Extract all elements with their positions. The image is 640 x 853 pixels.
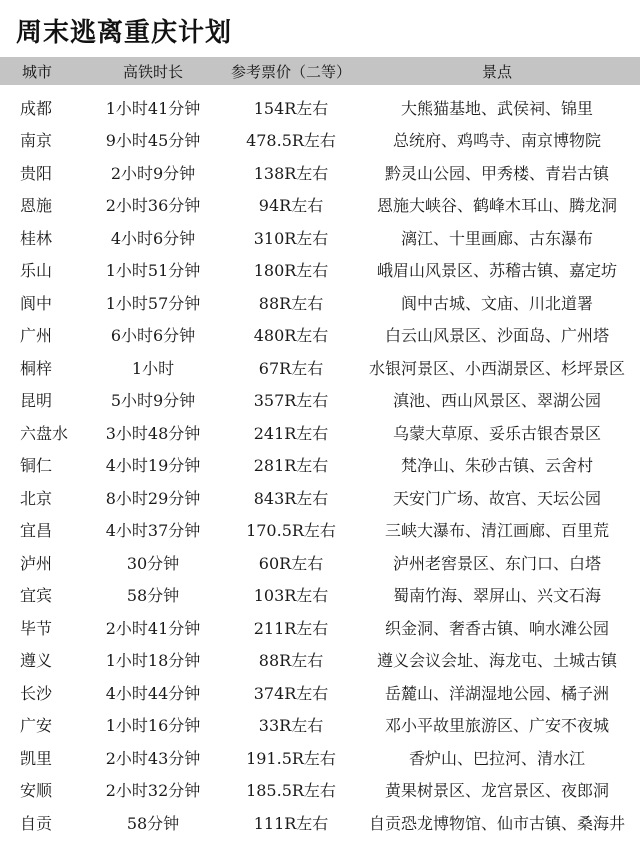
cell-attractions: 黄果树景区、龙宫景区、夜郎洞: [384, 781, 609, 801]
cell-city: 安顺: [20, 781, 53, 801]
table-row: [0, 254, 640, 287]
cell-city: 广安: [20, 716, 53, 736]
cell-city: 长沙: [20, 683, 53, 703]
cell-duration: 4小时37分钟: [105, 521, 201, 541]
cell-attractions: 阆中古城、文庙、川北道署: [400, 293, 593, 313]
cell-attractions: 邓小平故里旅游区、广安不夜城: [384, 716, 609, 736]
cell-attractions: 自贡恐龙博物馆、仙市古镇、桑海井: [368, 813, 625, 833]
table-row: [0, 319, 640, 352]
cell-city: 宜宾: [20, 586, 53, 606]
cell-city: 阆中: [20, 293, 53, 313]
cell-attractions: 岳麓山、洋湖湿地公园、橘子洲: [384, 683, 609, 703]
cell-attractions: 白云山风景区、沙面岛、广州塔: [384, 326, 609, 346]
cell-attractions: 乌蒙大草原、妥乐古银杏景区: [392, 423, 601, 443]
cell-city: 自贡: [20, 813, 53, 833]
cell-city: 桂林: [20, 228, 53, 248]
table-row: [0, 546, 640, 579]
header-attractions: 景点: [481, 62, 512, 81]
cell-attractions: 三峡大瀑布、清江画廊、百里荒: [384, 521, 609, 541]
cell-attractions: 梵净山、朱砂古镇、云舍村: [400, 456, 593, 476]
table-row: [0, 774, 640, 807]
cell-city: 乐山: [20, 261, 53, 281]
table-row: [0, 189, 640, 222]
cell-price: 191.5R左右: [246, 748, 336, 768]
cell-price: 111R左右: [253, 813, 329, 833]
table-row: [0, 124, 640, 157]
cell-duration: 3小时48分钟: [105, 423, 201, 443]
cell-duration: 4小时19分钟: [105, 456, 201, 476]
cell-attractions: 织金洞、奢香古镇、响水滩公园: [384, 618, 609, 638]
cell-attractions: 漓江、十里画廊、古东瀑布: [400, 228, 593, 248]
cell-price: 103R左右: [253, 586, 329, 606]
cell-attractions: 蜀南竹海、翠屏山、兴文石海: [392, 586, 601, 606]
table-row: [0, 579, 640, 612]
cell-city: 六盘水: [20, 423, 69, 443]
cell-city: 贵阳: [20, 163, 53, 183]
cell-city: 昆明: [20, 391, 53, 411]
cell-attractions: 黔灵山公园、甲秀楼、青岩古镇: [384, 163, 609, 183]
cell-duration: 6小时6分钟: [110, 326, 196, 346]
cell-duration: 2小时41分钟: [105, 618, 201, 638]
cell-price: 138R左右: [253, 163, 329, 183]
cell-city: 成都: [20, 98, 53, 118]
cell-attractions: 天安门广场、故宫、天坛公园: [392, 488, 601, 508]
table-header: [0, 57, 640, 85]
cell-price: 67R左右: [258, 358, 324, 378]
table-row: [0, 286, 640, 319]
cell-duration: 30分钟: [126, 553, 180, 573]
cell-attractions: 总统府、鸡鸣寺、南京博物院: [392, 131, 601, 151]
cell-price: 33R左右: [258, 716, 324, 736]
cell-attractions: 遵义会议会址、海龙屯、土城古镇: [376, 651, 617, 671]
cell-price: 843R左右: [253, 488, 329, 508]
table-row: [0, 709, 640, 742]
cell-price: 94R左右: [258, 196, 324, 216]
cell-attractions: 滇池、西山风景区、翠湖公园: [392, 391, 601, 411]
cell-price: 478.5R左右: [246, 131, 336, 151]
cell-city: 桐梓: [20, 358, 53, 378]
cell-price: 170.5R左右: [246, 521, 336, 541]
cell-price: 357R左右: [253, 391, 329, 411]
cell-attractions: 香炉山、巴拉河、清水江: [408, 748, 585, 768]
cell-city: 泸州: [20, 553, 53, 573]
cell-duration: 8小时29分钟: [105, 488, 201, 508]
cell-duration: 2小时9分钟: [110, 163, 196, 183]
cell-duration: 2小时36分钟: [105, 196, 201, 216]
cell-duration: 4小时44分钟: [105, 683, 201, 703]
cell-price: 88R左右: [258, 651, 324, 671]
cell-city: 遵义: [20, 651, 53, 671]
cell-price: 374R左右: [253, 683, 329, 703]
cell-duration: 1小时51分钟: [105, 261, 201, 281]
cell-duration: 1小时18分钟: [105, 651, 201, 671]
cell-attractions: 水银河景区、小西湖景区、杉坪景区: [368, 358, 625, 378]
cell-duration: 58分钟: [126, 813, 180, 833]
table-row: [0, 806, 640, 839]
cell-price: 180R左右: [253, 261, 329, 281]
cell-duration: 1小时: [131, 358, 175, 378]
table-row: [0, 221, 640, 254]
cell-city: 凯里: [20, 748, 53, 768]
cell-price: 281R左右: [253, 456, 329, 476]
cell-attractions: 峨眉山风景区、苏稽古镇、嘉定坊: [376, 261, 617, 281]
cell-city: 毕节: [20, 618, 53, 638]
table-row: [0, 514, 640, 547]
cell-city: 广州: [20, 326, 53, 346]
header-price: 参考票价（二等）: [230, 62, 351, 81]
cell-price: 60R左右: [258, 553, 324, 573]
cell-city: 南京: [20, 131, 53, 151]
cell-attractions: 泸州老窖景区、东门口、白塔: [392, 553, 601, 573]
table-body: [0, 91, 640, 839]
table-row: [0, 644, 640, 677]
cell-city: 宜昌: [20, 521, 53, 541]
header-city: 城市: [22, 62, 53, 81]
cell-duration: 1小时16分钟: [105, 716, 201, 736]
table-row: [0, 449, 640, 482]
header-duration: 高铁时长: [122, 62, 183, 81]
page-title: 周末逃离重庆计划: [16, 18, 233, 48]
cell-price: 211R左右: [253, 618, 329, 638]
table-row: [0, 416, 640, 449]
table-row: [0, 384, 640, 417]
table-row: [0, 91, 640, 124]
cell-price: 480R左右: [253, 326, 329, 346]
cell-duration: 2小时32分钟: [105, 781, 201, 801]
cell-price: 88R左右: [258, 293, 324, 313]
cell-attractions: 恩施大峡谷、鹤峰木耳山、腾龙洞: [376, 196, 617, 216]
cell-price: 154R左右: [253, 98, 329, 118]
table-row: [0, 481, 640, 514]
cell-price: 185.5R左右: [246, 781, 336, 801]
cell-price: 241R左右: [253, 423, 329, 443]
cell-duration: 2小时43分钟: [105, 748, 201, 768]
cell-price: 310R左右: [253, 228, 329, 248]
cell-attractions: 大熊猫基地、武侯祠、锦里: [400, 98, 593, 118]
cell-duration: 1小时41分钟: [105, 98, 201, 118]
cell-city: 北京: [20, 488, 53, 508]
table-row: [0, 676, 640, 709]
cell-city: 恩施: [20, 196, 53, 216]
table-row: [0, 351, 640, 384]
cell-duration: 1小时57分钟: [105, 293, 201, 313]
table-row: [0, 741, 640, 774]
table-row: [0, 611, 640, 644]
cell-duration: 9小时45分钟: [105, 131, 201, 151]
cell-duration: 5小时9分钟: [110, 391, 196, 411]
cell-city: 铜仁: [20, 456, 53, 476]
cell-duration: 4小时6分钟: [110, 228, 196, 248]
cell-duration: 58分钟: [126, 586, 180, 606]
table-row: [0, 156, 640, 189]
